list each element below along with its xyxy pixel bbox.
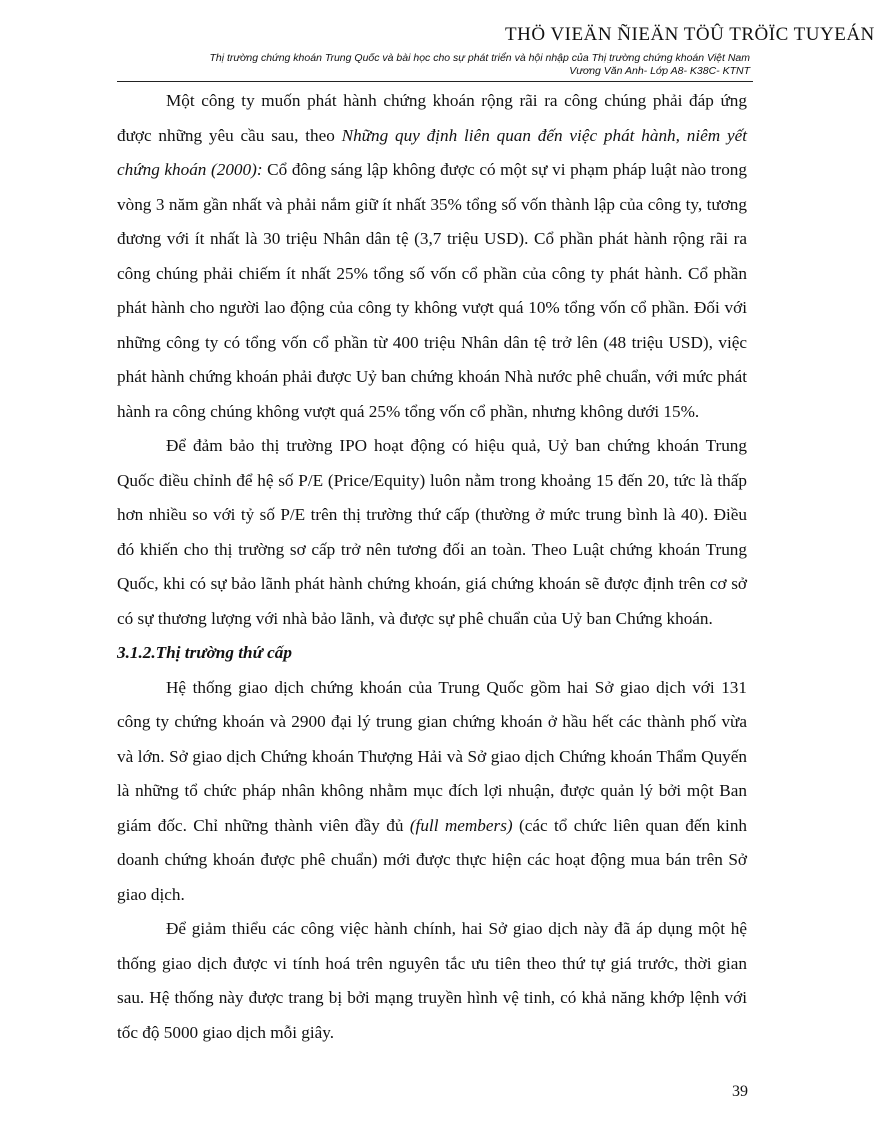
document-body <box>117 84 747 1050</box>
regulation-title: Những quy định liên quan đến việc phát hành, niêm yết chứng khoán (2000): <box>117 125 747 179</box>
paragraph-ipo-requirements <box>117 84 747 429</box>
running-header-author: Vương Văn Anh- Lớp A8- K38C- KTNT <box>569 65 750 77</box>
paragraph-text: (các tổ chức liên quan đến kinh doanh chứng khoán được phê chuẩn) mới được thực hiện các hoạt động mua bán trên Sở giao dịch. <box>117 815 748 904</box>
watermark-banner: THÖ VIEÄN ÑIEÄN TÖÛ TRÖÏC TUYEÁN <box>505 24 875 45</box>
paragraph-pe-ratio: Để đảm bảo thị trường IPO hoạt động có hiệu quả, Uỷ ban chứng khoán Trung Quốc điều chỉnh để hệ số P/E (Price/Equity) luôn nằm trong khoảng 15 đến 20, tức là thấp hơn nhiều so với tỷ số P/E trên thị trường thứ cấp (thường ở mức trung bình là 40). Điều đó khiến cho thị trường sơ cấp trở nên tương đối an toàn. Theo Luật chứng khoán Trung Quốc, khi có sự bảo lãnh phát hành chứng khoán, giá chứng khoán sẽ được định trên cơ sở có sự thương lượng với nhà bảo lãnh, và được sự phê chuẩn của Uỷ ban Chứng khoán. <box>117 436 747 628</box>
term-full-members: (full members) <box>409 815 513 835</box>
paragraph-computerized-trading: Để giảm thiểu các công việc hành chính, hai Sở giao dịch này đã áp dụng một hệ thống giao dịch được vi tính hoá trên nguyên tắc ưu tiên theo thứ tự giá trước, thời gian sau. Hệ thống này được trang bị bởi mạng truyền hình vệ tinh, có khả năng khớp lệnh với tốc độ 5000 giao dịch mỗi giây. <box>117 919 747 1042</box>
running-header-title: Thị trường chứng khoán Trung Quốc và bài học cho sự phát triển và hội nhập của Thị trường chứng khoán Việt Nam <box>209 52 750 64</box>
paragraph-text: Hệ thống giao dịch chứng khoán của Trung Quốc gồm hai Sở giao dịch với 131 công ty chứng khoán và 2900 đại lý trung gian chứng khoán ở hầu hết các thành phố vừa và lớn. Sở giao dịch Chứng khoán Thượng Hải và Sở giao dịch Chứng khoán Thẩm Quyến là những tổ chức pháp nhân không nhằm mục đích lợi nhuận, được quản lý bởi một Ban giám đốc. Chỉ những thành viên đầy đủ <box>117 677 747 835</box>
paragraph-text: Một công ty muốn phát hành chứng khoán rộng rãi ra công chúng phải đáp ứng được những yêu cầu sau, theo <box>117 91 747 145</box>
paragraph-text: Cổ đông sáng lập không được có một sự vi phạm pháp luật nào trong vòng 3 năm gần nhất và phải nắm giữ ít nhất 35% tổng số vốn thành lập của công ty, tương đương với ít nhất là 30 triệu Nhân dân tệ (3,7 triệu USD). Cổ phần phát hành rộng rãi ra công chúng phải chiếm ít nhất 25% tổng số vốn cổ phần của công ty phát hành. Cổ phần phát hành cho người lao động của công ty không vượt quá 10% tổng vốn cổ phần. Đối với những công ty có tổng vốn cổ phần từ 400 triệu Nhân dân tệ trở lên (48 triệu USD), việc phát hành chứng khoán phải được Uỷ ban chứng khoán Nhà nước phê chuẩn, với mức phát hành ra công chúng không vượt quá 25% tổng vốn cổ phần, nhưng không dưới 15%. <box>117 160 747 421</box>
page-number: 39 <box>732 1083 748 1100</box>
section-heading: 3.1.2.Thị trường thứ cấp <box>117 643 292 662</box>
paragraph-trading-system <box>117 671 747 913</box>
header-divider <box>117 81 753 82</box>
